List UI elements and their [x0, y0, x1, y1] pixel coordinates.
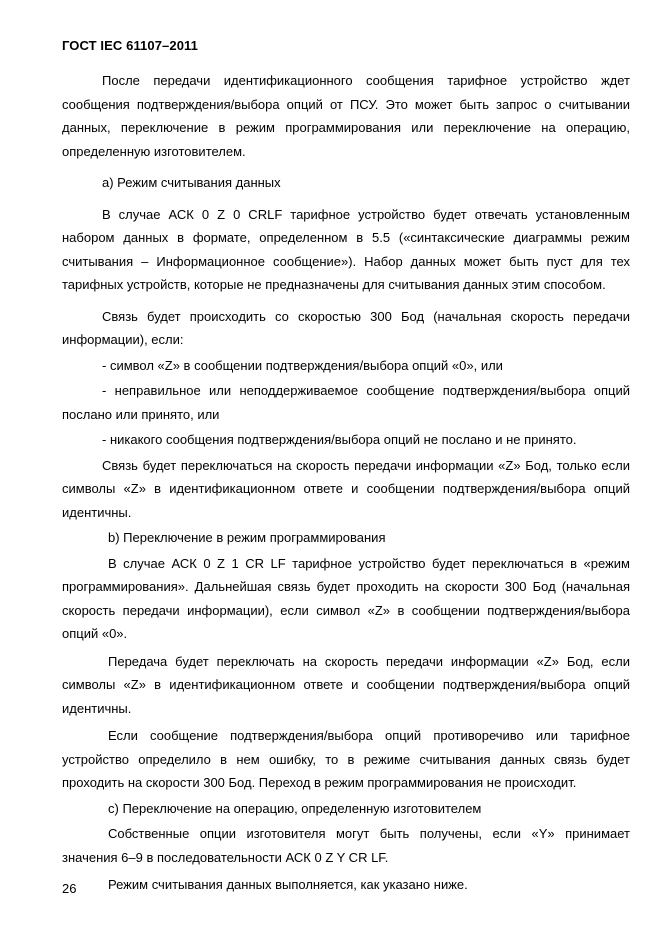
- paragraph-read-mode: В случае АСК 0 Z 0 CRLF тарифное устройство будет отвечать установленным набором данных в формате, определенном в 5.5 («синтаксические диаграммы режим считывания – Информационное сообщение»). Набор данных может быть пуст для тех тарифных устройств, которые не предназначены для считывания данных этим способом.: [62, 206, 630, 292]
- paragraph-intro: После передачи идентификационного сообщения тарифное устройство ждет сообщения подтверждения/выбора опций от ПСУ. Это может быть запрос о считывании данных, переключение в режим программирования или переключение на операцию, определенную изготовителем.: [62, 73, 630, 159]
- document-body: [62, 69, 630, 897]
- paragraph-error: Если сообщение подтверждения/выбора опций противоречиво или тарифное устройство определило в нем ошибку, то в режиме считывания данных связь будет проходить на скорости 300 Бод. Переход в режим программирования не происходит.: [62, 728, 630, 790]
- paragraph-baud-z: Связь будет переключаться на скорость передачи информации «Z» Бод, только если символы «Z» в идентификационном ответе и сообщении подтверждения/выбора опций идентичны.: [62, 457, 630, 520]
- section-heading-b: b) Переключение в режим программирования: [108, 530, 386, 545]
- list-item-3: - никакого сообщения подтверждения/выбора опций не послано и не принято.: [102, 432, 577, 447]
- section-heading-a: а) Режим считывания данных: [102, 175, 281, 190]
- paragraph-baud-300: Связь будет происходить со скоростью 300 Бод (начальная скорость передачи информации), если:: [62, 308, 630, 347]
- paragraph-manufacturer-options: Собственные опции изготовителя могут быть получены, если «Y» принимает значения 6–9 в последовательности АСК 0 Z Y CR LF.: [62, 826, 630, 865]
- document-header: ГОСТ IEC 61107–2011: [62, 38, 198, 53]
- list-item-1: - символ «Z» в сообщении подтверждения/выбора опций «0», или: [102, 357, 503, 373]
- page-number: 26: [62, 881, 77, 896]
- section-heading-c: c) Переключение на операцию, определенную изготовителем: [108, 800, 482, 816]
- paragraph-read-mode-exec: Режим считывания данных выполняется, как указано ниже.: [108, 877, 468, 892]
- paragraph-programming-mode: В случае АСК 0 Z 1 CR LF тарифное устройство будет переключаться в «режим программирования». Дальнейшая связь будет проходить на скорости 300 Бод (начальная скорость передачи информации), если символ «Z» в сообщении подтверждения/выбора опций «0».: [62, 555, 630, 641]
- paragraph-transfer-switch: Передача будет переключать на скорость передачи информации «Z» Бод, если символы «Z» в идентификационном ответе и сообщении подтверждения/выбора опций идентичны.: [62, 653, 630, 716]
- list-item-2: - неправильное или неподдерживаемое сообщение подтверждения/выбора опций послано или принято, или: [62, 383, 630, 422]
